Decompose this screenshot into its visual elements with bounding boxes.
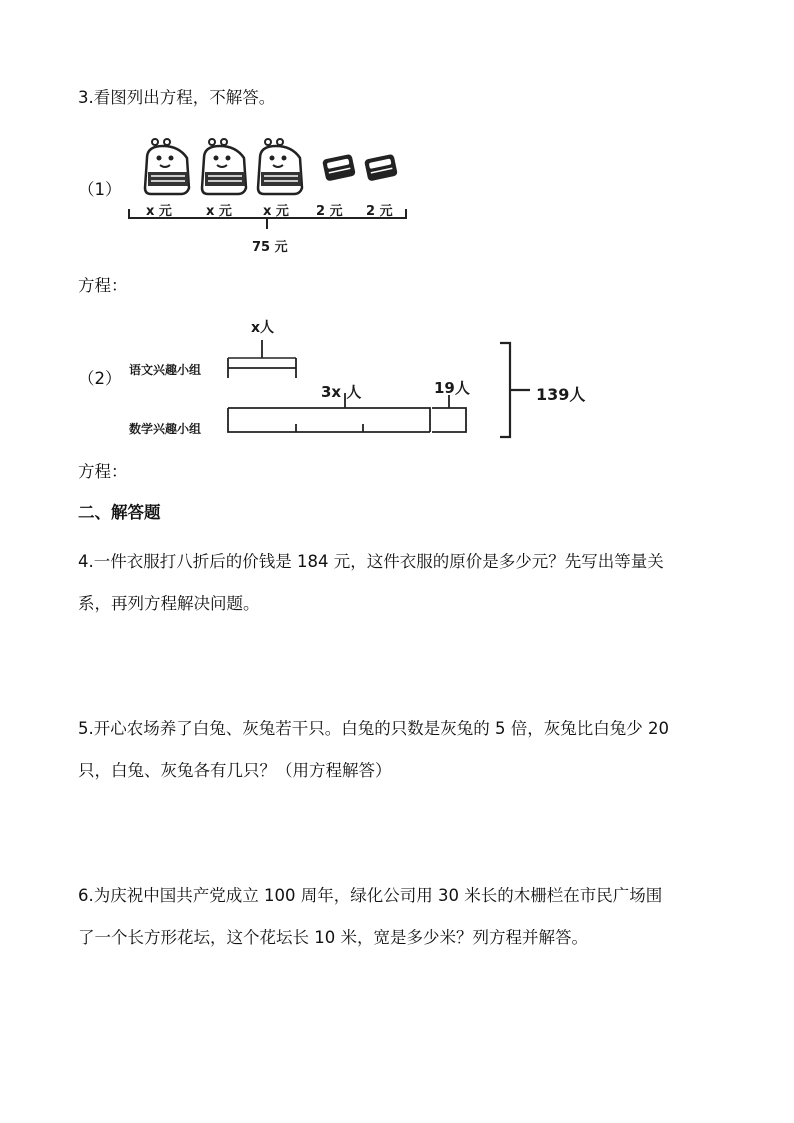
q3-part1-answer-label: 方程：: [78, 276, 128, 295]
q6-line1: 6.为庆祝中国共产党成立 100 周年，绿化公司用 30 米长的木栅栏在市民广场围: [78, 886, 663, 905]
row2-top-label: 3x 人: [321, 383, 362, 401]
price-label: x 元: [146, 204, 172, 219]
row1-top-label: x人: [251, 320, 275, 336]
price-label: 2 元: [366, 204, 393, 219]
q4-line1: 4.一件衣服打八折后的价钱是 184 元，这件衣服的原价是多少元？先写出等量关: [78, 552, 664, 571]
row1-label: 语文兴趣小组: [129, 363, 202, 377]
q3-part2-answer-label: 方程：: [78, 462, 128, 481]
total-label: 139人: [536, 385, 586, 404]
q6-line2: 了一个长方形花坛，这个花坛长 10 米，宽是多少米？列方程并解答。: [78, 928, 588, 947]
row2-extra-label: 19人: [434, 379, 470, 397]
price-label: 2 元: [316, 204, 343, 219]
price-label: x 元: [263, 204, 289, 219]
q5-line1: 5.开心农场养了白兔、灰兔若干只。白兔的只数是灰兔的 5 倍，灰兔比白兔少 20: [78, 719, 669, 738]
q5-line2: 只，白兔、灰兔各有几只？（用方程解答）: [78, 761, 392, 780]
q3-part1-label: （1）: [78, 180, 122, 199]
q3-part2-diagram: [0, 0, 794, 460]
q4-line2: 系，再列方程解决问题。: [78, 594, 260, 613]
q3-part2-figure: [0, 0, 794, 460]
row2-label: 数学兴趣小组: [129, 422, 202, 436]
section-heading: 二、解答题: [78, 503, 161, 522]
total-label: 75 元: [252, 240, 288, 255]
q3-title: 3.看图列出方程，不解答。: [78, 88, 276, 107]
price-label: x 元: [206, 204, 232, 219]
q3-part2-label: （2）: [78, 369, 122, 388]
